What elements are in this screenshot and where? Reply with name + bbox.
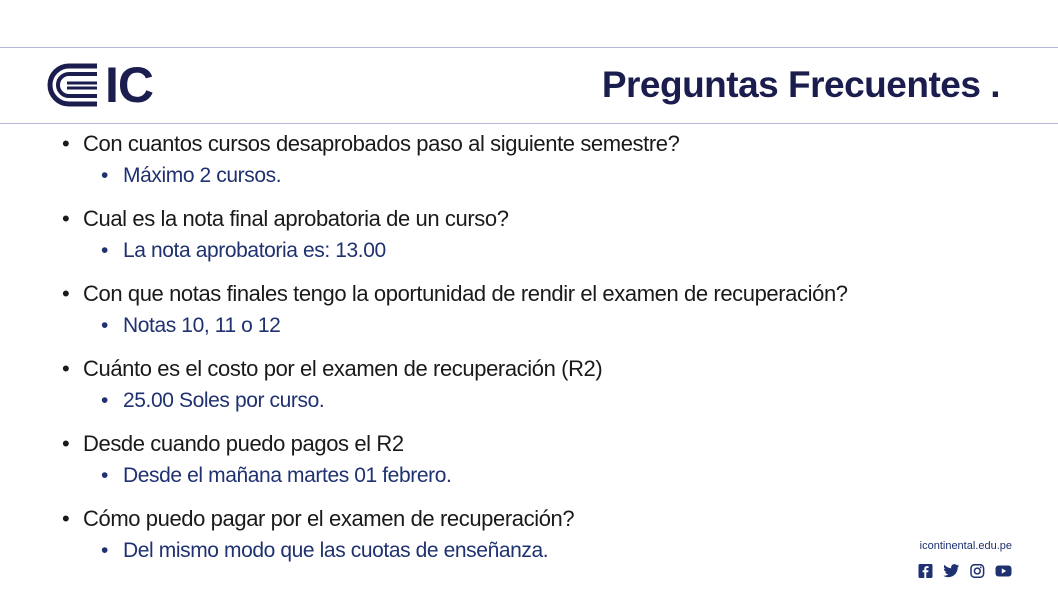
bullet-icon: • <box>101 164 108 187</box>
bullet-icon: • <box>62 206 70 231</box>
facebook-icon[interactable] <box>917 564 934 578</box>
faq-question: • Cual es la nota final aprobatoria de un curso? <box>62 203 1022 235</box>
social-links <box>917 564 1012 578</box>
bullet-icon: • <box>101 464 108 487</box>
bullet-icon: • <box>101 389 108 412</box>
bullet-icon: • <box>62 506 70 531</box>
bullet-icon: • <box>101 539 108 562</box>
faq-answer: • Desde el mañana martes 01 febrero. <box>62 460 1022 492</box>
logo <box>47 57 153 113</box>
website-link[interactable]: icontinental.edu.pe <box>919 540 1012 552</box>
faq-question: • Cuánto es el costo por el examen de recuperación (R2) <box>62 353 1022 385</box>
faq-question: • Con cuantos cursos desaprobados paso al siguiente semestre? <box>62 128 1022 160</box>
faq-answer: • 25.00 Soles por curso. <box>62 385 1022 417</box>
logo-text: IC <box>105 57 153 113</box>
faq-question: • Con que notas finales tengo la oportunidad de rendir el examen de recuperación? <box>62 278 1022 310</box>
faq-question: • Desde cuando puedo pagos el R2 <box>62 428 1022 460</box>
faq-question: • Cómo puedo pagar por el examen de recuperación? <box>62 503 1022 535</box>
bullet-icon: • <box>62 281 70 306</box>
footer <box>917 538 1012 578</box>
bullet-icon: • <box>101 314 108 337</box>
bullet-icon: • <box>62 131 70 156</box>
bullet-icon: • <box>62 356 70 381</box>
bullet-icon: • <box>101 239 108 262</box>
faq-answer: • La nota aprobatoria es: 13.00 <box>62 235 1022 267</box>
header-divider <box>0 123 1058 124</box>
twitter-icon[interactable] <box>943 564 960 578</box>
top-divider <box>0 47 1058 48</box>
faq-list <box>62 128 1022 578</box>
faq-answer: • Máximo 2 cursos. <box>62 160 1022 192</box>
faq-answer: • Del mismo modo que las cuotas de enseñanza. <box>62 535 1022 567</box>
bullet-icon: • <box>62 431 70 456</box>
page-title: Preguntas Frecuentes . <box>601 64 1000 105</box>
faq-answer: • Notas 10, 11 o 12 <box>62 310 1022 342</box>
youtube-icon[interactable] <box>995 564 1012 578</box>
instagram-icon[interactable] <box>969 564 986 578</box>
logo-mark-icon <box>47 63 99 107</box>
